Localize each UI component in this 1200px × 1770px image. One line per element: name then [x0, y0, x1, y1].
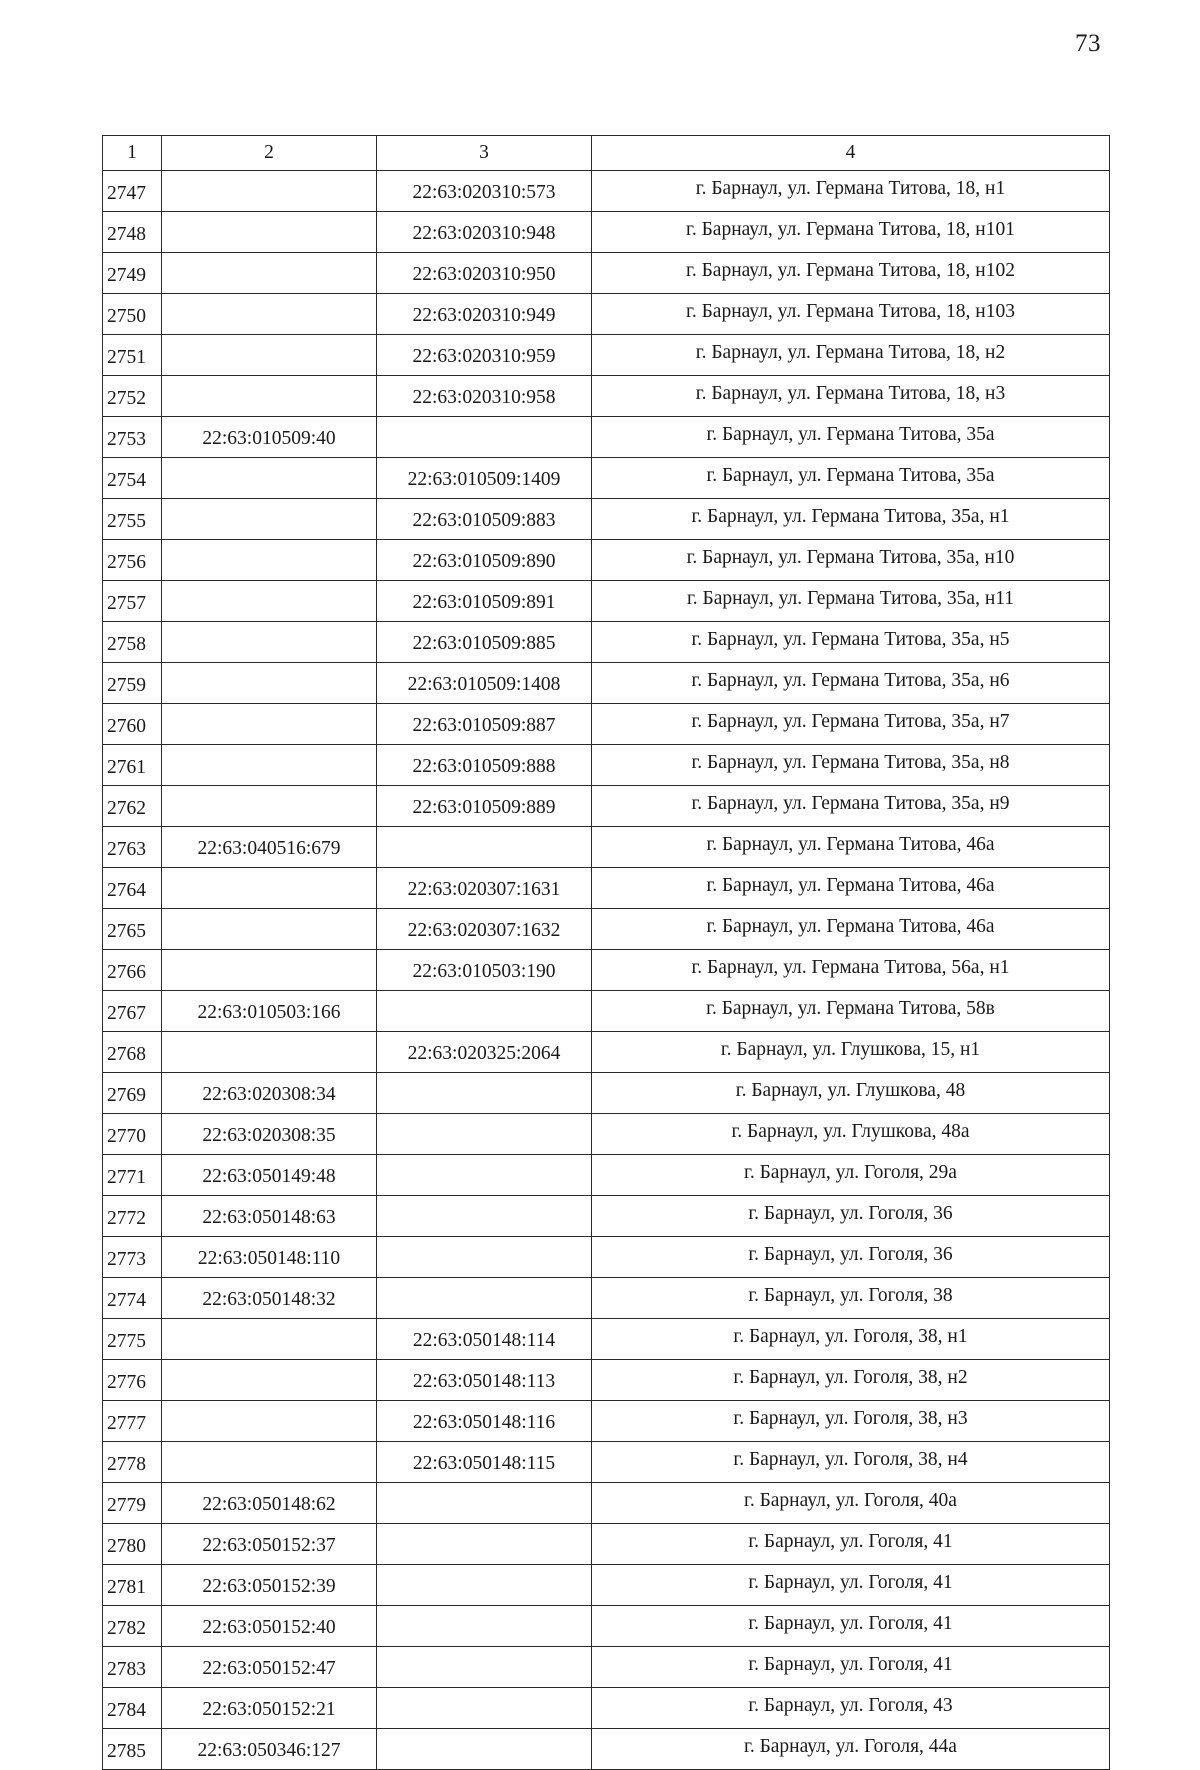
address-cell: г. Барнаул, ул. Германа Титова, 18, н1 — [592, 171, 1110, 212]
table-row — [103, 335, 1110, 376]
row-number-cell: 2755 — [103, 499, 162, 540]
building-cadastral-number-cell — [377, 1483, 592, 1524]
row-number-cell: 2757 — [103, 581, 162, 622]
address-cell: г. Барнаул, ул. Гоголя, 41 — [592, 1606, 1110, 1647]
page-number: 73 — [1075, 30, 1101, 57]
building-cadastral-number-cell: 22:63:050148:114 — [377, 1319, 592, 1360]
building-cadastral-number-cell: 22:63:050148:116 — [377, 1401, 592, 1442]
address-cell: г. Барнаул, ул. Гоголя, 38, н4 — [592, 1442, 1110, 1483]
table-row — [103, 1196, 1110, 1237]
land-cadastral-number-cell: 22:63:050152:21 — [162, 1688, 377, 1729]
table-row — [103, 1606, 1110, 1647]
address-cell: г. Барнаул, ул. Германа Титова, 18, н2 — [592, 335, 1110, 376]
row-number-cell: 2773 — [103, 1237, 162, 1278]
land-cadastral-number-cell — [162, 950, 377, 991]
building-cadastral-number-cell: 22:63:050148:113 — [377, 1360, 592, 1401]
column-header-2: 2 — [162, 136, 377, 171]
building-cadastral-number-cell: 22:63:020310:958 — [377, 376, 592, 417]
land-cadastral-number-cell — [162, 540, 377, 581]
address-cell: г. Барнаул, ул. Германа Титова, 46а — [592, 827, 1110, 868]
row-number-cell: 2777 — [103, 1401, 162, 1442]
row-number-cell: 2754 — [103, 458, 162, 499]
building-cadastral-number-cell: 22:63:020310:573 — [377, 171, 592, 212]
building-cadastral-number-cell — [377, 1647, 592, 1688]
row-number-cell: 2782 — [103, 1606, 162, 1647]
table-row — [103, 1442, 1110, 1483]
table-row — [103, 1729, 1110, 1770]
address-cell: г. Барнаул, ул. Германа Титова, 35а, н9 — [592, 786, 1110, 827]
table-row — [103, 540, 1110, 581]
land-cadastral-number-cell — [162, 909, 377, 950]
land-cadastral-number-cell — [162, 581, 377, 622]
land-cadastral-number-cell — [162, 868, 377, 909]
address-cell: г. Барнаул, ул. Германа Титова, 46а — [592, 868, 1110, 909]
table-row — [103, 1114, 1110, 1155]
table-row — [103, 212, 1110, 253]
table-row — [103, 1647, 1110, 1688]
address-cell: г. Барнаул, ул. Гоголя, 38, н3 — [592, 1401, 1110, 1442]
building-cadastral-number-cell: 22:63:020307:1632 — [377, 909, 592, 950]
building-cadastral-number-cell — [377, 1565, 592, 1606]
land-cadastral-number-cell: 22:63:010503:166 — [162, 991, 377, 1032]
table-row — [103, 294, 1110, 335]
row-number-cell: 2750 — [103, 294, 162, 335]
building-cadastral-number-cell — [377, 1196, 592, 1237]
table-row — [103, 1278, 1110, 1319]
row-number-cell: 2770 — [103, 1114, 162, 1155]
land-cadastral-number-cell: 22:63:050152:37 — [162, 1524, 377, 1565]
address-cell: г. Барнаул, ул. Германа Титова, 56а, н1 — [592, 950, 1110, 991]
building-cadastral-number-cell — [377, 1155, 592, 1196]
row-number-cell: 2783 — [103, 1647, 162, 1688]
building-cadastral-number-cell — [377, 827, 592, 868]
table-row — [103, 868, 1110, 909]
row-number-cell: 2765 — [103, 909, 162, 950]
column-header-3: 3 — [377, 136, 592, 171]
address-cell: г. Барнаул, ул. Глушкова, 15, н1 — [592, 1032, 1110, 1073]
table-row — [103, 253, 1110, 294]
address-cell: г. Барнаул, ул. Германа Титова, 35а, н6 — [592, 663, 1110, 704]
row-number-cell: 2772 — [103, 1196, 162, 1237]
land-cadastral-number-cell — [162, 171, 377, 212]
address-cell: г. Барнаул, ул. Гоголя, 40а — [592, 1483, 1110, 1524]
row-number-cell: 2778 — [103, 1442, 162, 1483]
building-cadastral-number-cell — [377, 1729, 592, 1770]
table-row — [103, 827, 1110, 868]
address-cell: г. Барнаул, ул. Гоголя, 36 — [592, 1196, 1110, 1237]
address-cell: г. Барнаул, ул. Германа Титова, 58в — [592, 991, 1110, 1032]
table-row — [103, 950, 1110, 991]
address-cell: г. Барнаул, ул. Гоголя, 44а — [592, 1729, 1110, 1770]
land-cadastral-number-cell — [162, 1360, 377, 1401]
table-row — [103, 1483, 1110, 1524]
building-cadastral-number-cell: 22:63:020310:950 — [377, 253, 592, 294]
table-row — [103, 581, 1110, 622]
land-cadastral-number-cell: 22:63:040516:679 — [162, 827, 377, 868]
building-cadastral-number-cell: 22:63:020325:2064 — [377, 1032, 592, 1073]
land-cadastral-number-cell — [162, 1032, 377, 1073]
land-cadastral-number-cell — [162, 745, 377, 786]
register-table — [102, 135, 1110, 1770]
land-cadastral-number-cell: 22:63:050148:110 — [162, 1237, 377, 1278]
address-cell: г. Барнаул, ул. Германа Титова, 18, н101 — [592, 212, 1110, 253]
land-cadastral-number-cell — [162, 376, 377, 417]
table-row — [103, 909, 1110, 950]
row-number-cell: 2761 — [103, 745, 162, 786]
building-cadastral-number-cell — [377, 991, 592, 1032]
table-row — [103, 499, 1110, 540]
address-cell: г. Барнаул, ул. Германа Титова, 35а, н8 — [592, 745, 1110, 786]
table-row — [103, 1155, 1110, 1196]
building-cadastral-number-cell: 22:63:010509:890 — [377, 540, 592, 581]
land-cadastral-number-cell — [162, 622, 377, 663]
table-row — [103, 1565, 1110, 1606]
row-number-cell: 2784 — [103, 1688, 162, 1729]
land-cadastral-number-cell: 22:63:050152:47 — [162, 1647, 377, 1688]
building-cadastral-number-cell: 22:63:010509:888 — [377, 745, 592, 786]
land-cadastral-number-cell: 22:63:010509:40 — [162, 417, 377, 458]
row-number-cell: 2781 — [103, 1565, 162, 1606]
land-cadastral-number-cell: 22:63:050346:127 — [162, 1729, 377, 1770]
table-row — [103, 1032, 1110, 1073]
table-row — [103, 1524, 1110, 1565]
column-header-4: 4 — [592, 136, 1110, 171]
building-cadastral-number-cell — [377, 1073, 592, 1114]
row-number-cell: 2785 — [103, 1729, 162, 1770]
address-cell: г. Барнаул, ул. Гоголя, 38 — [592, 1278, 1110, 1319]
building-cadastral-number-cell — [377, 1688, 592, 1729]
row-number-cell: 2780 — [103, 1524, 162, 1565]
land-cadastral-number-cell — [162, 786, 377, 827]
land-cadastral-number-cell — [162, 1442, 377, 1483]
row-number-cell: 2774 — [103, 1278, 162, 1319]
address-cell: г. Барнаул, ул. Германа Титова, 35а, н5 — [592, 622, 1110, 663]
table-row — [103, 1237, 1110, 1278]
land-cadastral-number-cell: 22:63:050148:32 — [162, 1278, 377, 1319]
land-cadastral-number-cell — [162, 1401, 377, 1442]
row-number-cell: 2747 — [103, 171, 162, 212]
building-cadastral-number-cell: 22:63:010509:887 — [377, 704, 592, 745]
row-number-cell: 2775 — [103, 1319, 162, 1360]
address-cell: г. Барнаул, ул. Гоголя, 41 — [592, 1647, 1110, 1688]
land-cadastral-number-cell — [162, 499, 377, 540]
building-cadastral-number-cell: 22:63:010509:883 — [377, 499, 592, 540]
land-cadastral-number-cell — [162, 253, 377, 294]
table-row — [103, 1688, 1110, 1729]
land-cadastral-number-cell: 22:63:020308:35 — [162, 1114, 377, 1155]
table-row — [103, 1401, 1110, 1442]
building-cadastral-number-cell: 22:63:010509:885 — [377, 622, 592, 663]
table-row — [103, 786, 1110, 827]
row-number-cell: 2769 — [103, 1073, 162, 1114]
land-cadastral-number-cell — [162, 294, 377, 335]
address-cell: г. Барнаул, ул. Гоголя, 29а — [592, 1155, 1110, 1196]
address-cell: г. Барнаул, ул. Германа Титова, 18, н102 — [592, 253, 1110, 294]
row-number-cell: 2749 — [103, 253, 162, 294]
row-number-cell: 2759 — [103, 663, 162, 704]
building-cadastral-number-cell — [377, 1237, 592, 1278]
row-number-cell: 2771 — [103, 1155, 162, 1196]
building-cadastral-number-cell: 22:63:010509:1408 — [377, 663, 592, 704]
table-row — [103, 171, 1110, 212]
land-cadastral-number-cell — [162, 458, 377, 499]
building-cadastral-number-cell: 22:63:010509:1409 — [377, 458, 592, 499]
address-cell: г. Барнаул, ул. Гоголя, 38, н1 — [592, 1319, 1110, 1360]
table-row — [103, 1073, 1110, 1114]
row-number-cell: 2751 — [103, 335, 162, 376]
land-cadastral-number-cell — [162, 212, 377, 253]
table-row — [103, 1319, 1110, 1360]
land-cadastral-number-cell — [162, 1319, 377, 1360]
address-cell: г. Барнаул, ул. Германа Титова, 35а, н10 — [592, 540, 1110, 581]
address-cell: г. Барнаул, ул. Гоголя, 41 — [592, 1524, 1110, 1565]
table-row — [103, 458, 1110, 499]
row-number-cell: 2753 — [103, 417, 162, 458]
building-cadastral-number-cell — [377, 1114, 592, 1155]
address-cell: г. Барнаул, ул. Германа Титова, 35а — [592, 458, 1110, 499]
table-body — [103, 171, 1110, 1770]
building-cadastral-number-cell: 22:63:020307:1631 — [377, 868, 592, 909]
land-cadastral-number-cell — [162, 335, 377, 376]
row-number-cell: 2762 — [103, 786, 162, 827]
address-cell: г. Барнаул, ул. Германа Титова, 35а, н1 — [592, 499, 1110, 540]
building-cadastral-number-cell: 22:63:020310:959 — [377, 335, 592, 376]
address-cell: г. Барнаул, ул. Глушкова, 48а — [592, 1114, 1110, 1155]
table-row — [103, 1360, 1110, 1401]
row-number-cell: 2756 — [103, 540, 162, 581]
building-cadastral-number-cell — [377, 1524, 592, 1565]
column-header-1: 1 — [103, 136, 162, 171]
address-cell: г. Барнаул, ул. Гоголя, 36 — [592, 1237, 1110, 1278]
table-row — [103, 376, 1110, 417]
table-header-row — [103, 136, 1110, 171]
table-row — [103, 622, 1110, 663]
table-row — [103, 663, 1110, 704]
land-cadastral-number-cell: 22:63:050149:48 — [162, 1155, 377, 1196]
address-cell: г. Барнаул, ул. Гоголя, 43 — [592, 1688, 1110, 1729]
building-cadastral-number-cell — [377, 417, 592, 458]
building-cadastral-number-cell: 22:63:020310:948 — [377, 212, 592, 253]
table-row — [103, 704, 1110, 745]
land-cadastral-number-cell — [162, 663, 377, 704]
row-number-cell: 2764 — [103, 868, 162, 909]
table-row — [103, 745, 1110, 786]
address-cell: г. Барнаул, ул. Германа Титова, 35а — [592, 417, 1110, 458]
address-cell: г. Барнаул, ул. Германа Титова, 46а — [592, 909, 1110, 950]
address-cell: г. Барнаул, ул. Германа Титова, 18, н103 — [592, 294, 1110, 335]
building-cadastral-number-cell — [377, 1278, 592, 1319]
address-cell: г. Барнаул, ул. Гоголя, 41 — [592, 1565, 1110, 1606]
building-cadastral-number-cell — [377, 1606, 592, 1647]
row-number-cell: 2767 — [103, 991, 162, 1032]
row-number-cell: 2752 — [103, 376, 162, 417]
address-cell: г. Барнаул, ул. Германа Титова, 35а, н7 — [592, 704, 1110, 745]
land-cadastral-number-cell: 22:63:050152:40 — [162, 1606, 377, 1647]
address-cell: г. Барнаул, ул. Германа Титова, 18, н3 — [592, 376, 1110, 417]
row-number-cell: 2758 — [103, 622, 162, 663]
row-number-cell: 2748 — [103, 212, 162, 253]
building-cadastral-number-cell: 22:63:020310:949 — [377, 294, 592, 335]
building-cadastral-number-cell: 22:63:010509:891 — [377, 581, 592, 622]
row-number-cell: 2760 — [103, 704, 162, 745]
land-cadastral-number-cell — [162, 704, 377, 745]
table-row — [103, 417, 1110, 458]
row-number-cell: 2768 — [103, 1032, 162, 1073]
address-cell: г. Барнаул, ул. Гоголя, 38, н2 — [592, 1360, 1110, 1401]
land-cadastral-number-cell: 22:63:020308:34 — [162, 1073, 377, 1114]
row-number-cell: 2776 — [103, 1360, 162, 1401]
address-cell: г. Барнаул, ул. Германа Титова, 35а, н11 — [592, 581, 1110, 622]
building-cadastral-number-cell: 22:63:050148:115 — [377, 1442, 592, 1483]
row-number-cell: 2779 — [103, 1483, 162, 1524]
row-number-cell: 2766 — [103, 950, 162, 991]
land-cadastral-number-cell: 22:63:050148:62 — [162, 1483, 377, 1524]
land-cadastral-number-cell: 22:63:050152:39 — [162, 1565, 377, 1606]
building-cadastral-number-cell: 22:63:010503:190 — [377, 950, 592, 991]
table-row — [103, 991, 1110, 1032]
building-cadastral-number-cell: 22:63:010509:889 — [377, 786, 592, 827]
address-cell: г. Барнаул, ул. Глушкова, 48 — [592, 1073, 1110, 1114]
row-number-cell: 2763 — [103, 827, 162, 868]
land-cadastral-number-cell: 22:63:050148:63 — [162, 1196, 377, 1237]
